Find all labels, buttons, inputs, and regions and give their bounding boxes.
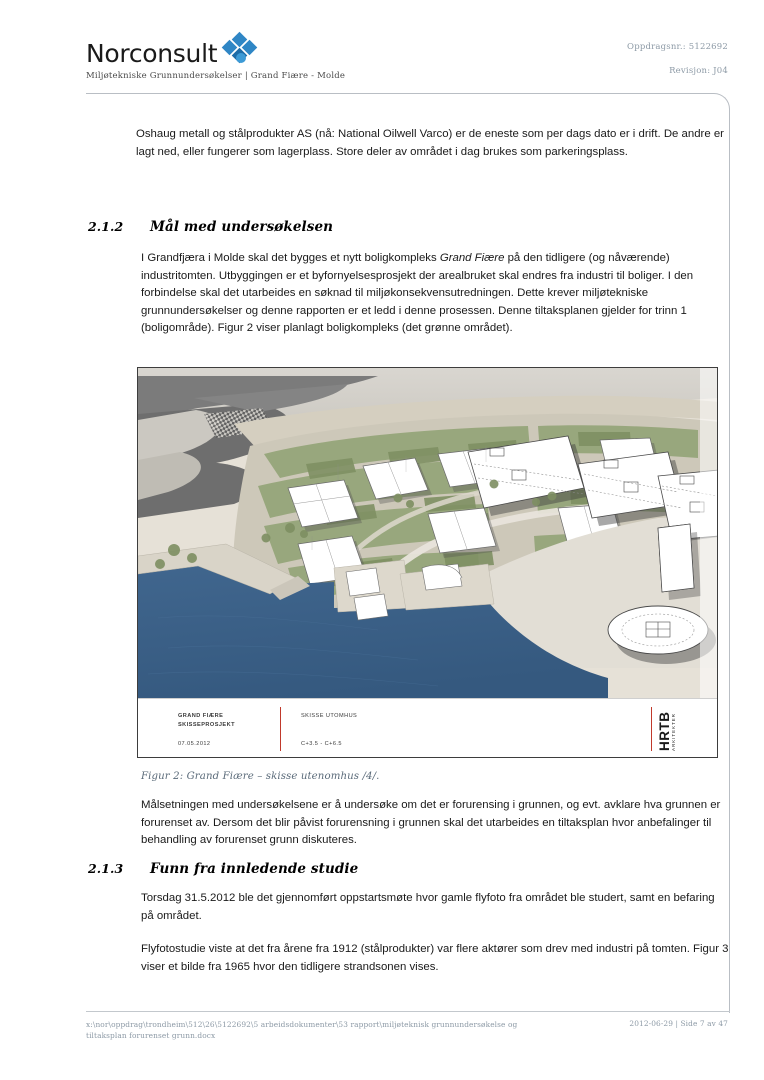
heading-2-1-2-title: Mål med undersøkelsen <box>150 219 334 235</box>
titleblock-project-phase: SKISSEPROSJEKT <box>178 721 235 728</box>
heading-2-1-2-number: 2.1.2 <box>88 219 124 234</box>
titleblock-drawing-title: SKISSE UTOMHUS <box>301 713 358 719</box>
site-plan-rendering <box>138 368 718 700</box>
architect-logo-divider <box>651 707 652 751</box>
footer-divider <box>86 1011 730 1012</box>
heading-2-1-3-number: 2.1.3 <box>88 861 124 876</box>
architect-name: HRTB <box>657 711 672 751</box>
project-number: Oppdragsnr.: 5122692 <box>627 42 728 52</box>
heading-2-1-2 <box>88 219 333 235</box>
page-header <box>0 0 764 95</box>
paragraph-mal-med-undersokelsen <box>141 250 729 338</box>
logo-wordmark: Norconsult <box>86 39 218 68</box>
revision-number: Revisjon: J04 <box>669 66 728 76</box>
header-meta <box>627 42 728 76</box>
norconsult-logo <box>86 38 345 81</box>
para2-part2: på den tidligere (og nåværende) industritomten. Utbyggingen er et byfornyelsesprosjekt der arealbruket skal endres fra industri til boliger. I den forbindelse skal det utarbeides en søknad til miljøkonsekvensutredningen. Dette krever miljøtekniske grunnundersøkelser og denne rapporten er et ledd i denne prosessen. Denne tiltaksplanen gjelder for trinn 1 (boligområde). Figur 2 viser planlagt boligkompleks (det grønne området). <box>141 252 694 335</box>
heading-2-1-3-title: Funn fra innledende studie <box>150 861 359 877</box>
logo-subtitle: Miljøtekniske Grunnundersøkelser | Grand Fiære - Molde <box>86 71 346 81</box>
figure-2-caption: Figur 2: Grand Fiære – skisse utenomhus /4/. <box>141 771 380 782</box>
titleblock-drawing <box>301 712 357 748</box>
footer-page-meta: 2012-06-29 | Side 7 av 47 <box>629 1019 728 1028</box>
figure-2-site-plan <box>137 367 718 758</box>
paragraph-intro: Oshaug metall og stålprodukter AS (nå: National Oilwell Varco) er de eneste som per dags dato er i drift. De andre er lagt ned, eller fungerer som lagerplass. Store deler av området i dag brukes som parkeringsplass. <box>136 128 724 158</box>
paragraph-malsetningen: Målsetningen med undersøkelsene er å undersøke om det er forurensing i grunnen, og evt. avklare hva grunnen er forurenset av. Dersom det blir påvist forurensning i grunnen skal det utarbeides en tiltaksplan hvor anbefalinger til behandling av forurenset grunn diskuteres. <box>141 799 721 847</box>
titleblock-divider <box>280 707 281 751</box>
architect-label: ARKITEKTER <box>671 713 676 751</box>
architect-logo <box>649 705 697 753</box>
titleblock-project <box>178 712 235 749</box>
paragraph-flyfotostudie: Flyfotostudie viste at det fra årene fra 1912 (stålprodukter) var flere aktører som drev med industri på tomten. Figur 3 viser et bilde fra 1965 hvor den tidligere strandsonen vises. <box>141 943 729 973</box>
drawing-titleblock <box>138 698 718 757</box>
titleblock-levels: C+3.5 - C+6.5 <box>301 740 342 747</box>
diamond-logo-icon <box>224 38 262 66</box>
para2-part1: I Grandfjæra i Molde skal det bygges et nytt boligkompleks <box>141 252 440 264</box>
footer-file-path: x:\nor\oppdrag\trondheim\512\26\5122692\5 arbeidsdokumenter\53 rapport\miljøteknisk grunnundersøkelse og tiltaksplan forurenset grunn.docx <box>86 1020 518 1040</box>
para2-italic-project: Grand Fiære <box>439 252 505 264</box>
site-plan-svg <box>138 368 718 700</box>
paragraph-torsdag: Torsdag 31.5.2012 ble det gjennomført oppstartsmøte hvor gamle flyfoto fra området ble studert, samt en befaring på området. <box>141 892 715 922</box>
titleblock-project-name: GRAND FIÆRE <box>178 713 224 719</box>
heading-2-1-3 <box>88 861 358 877</box>
titleblock-date: 07.05.2012 <box>178 741 211 747</box>
